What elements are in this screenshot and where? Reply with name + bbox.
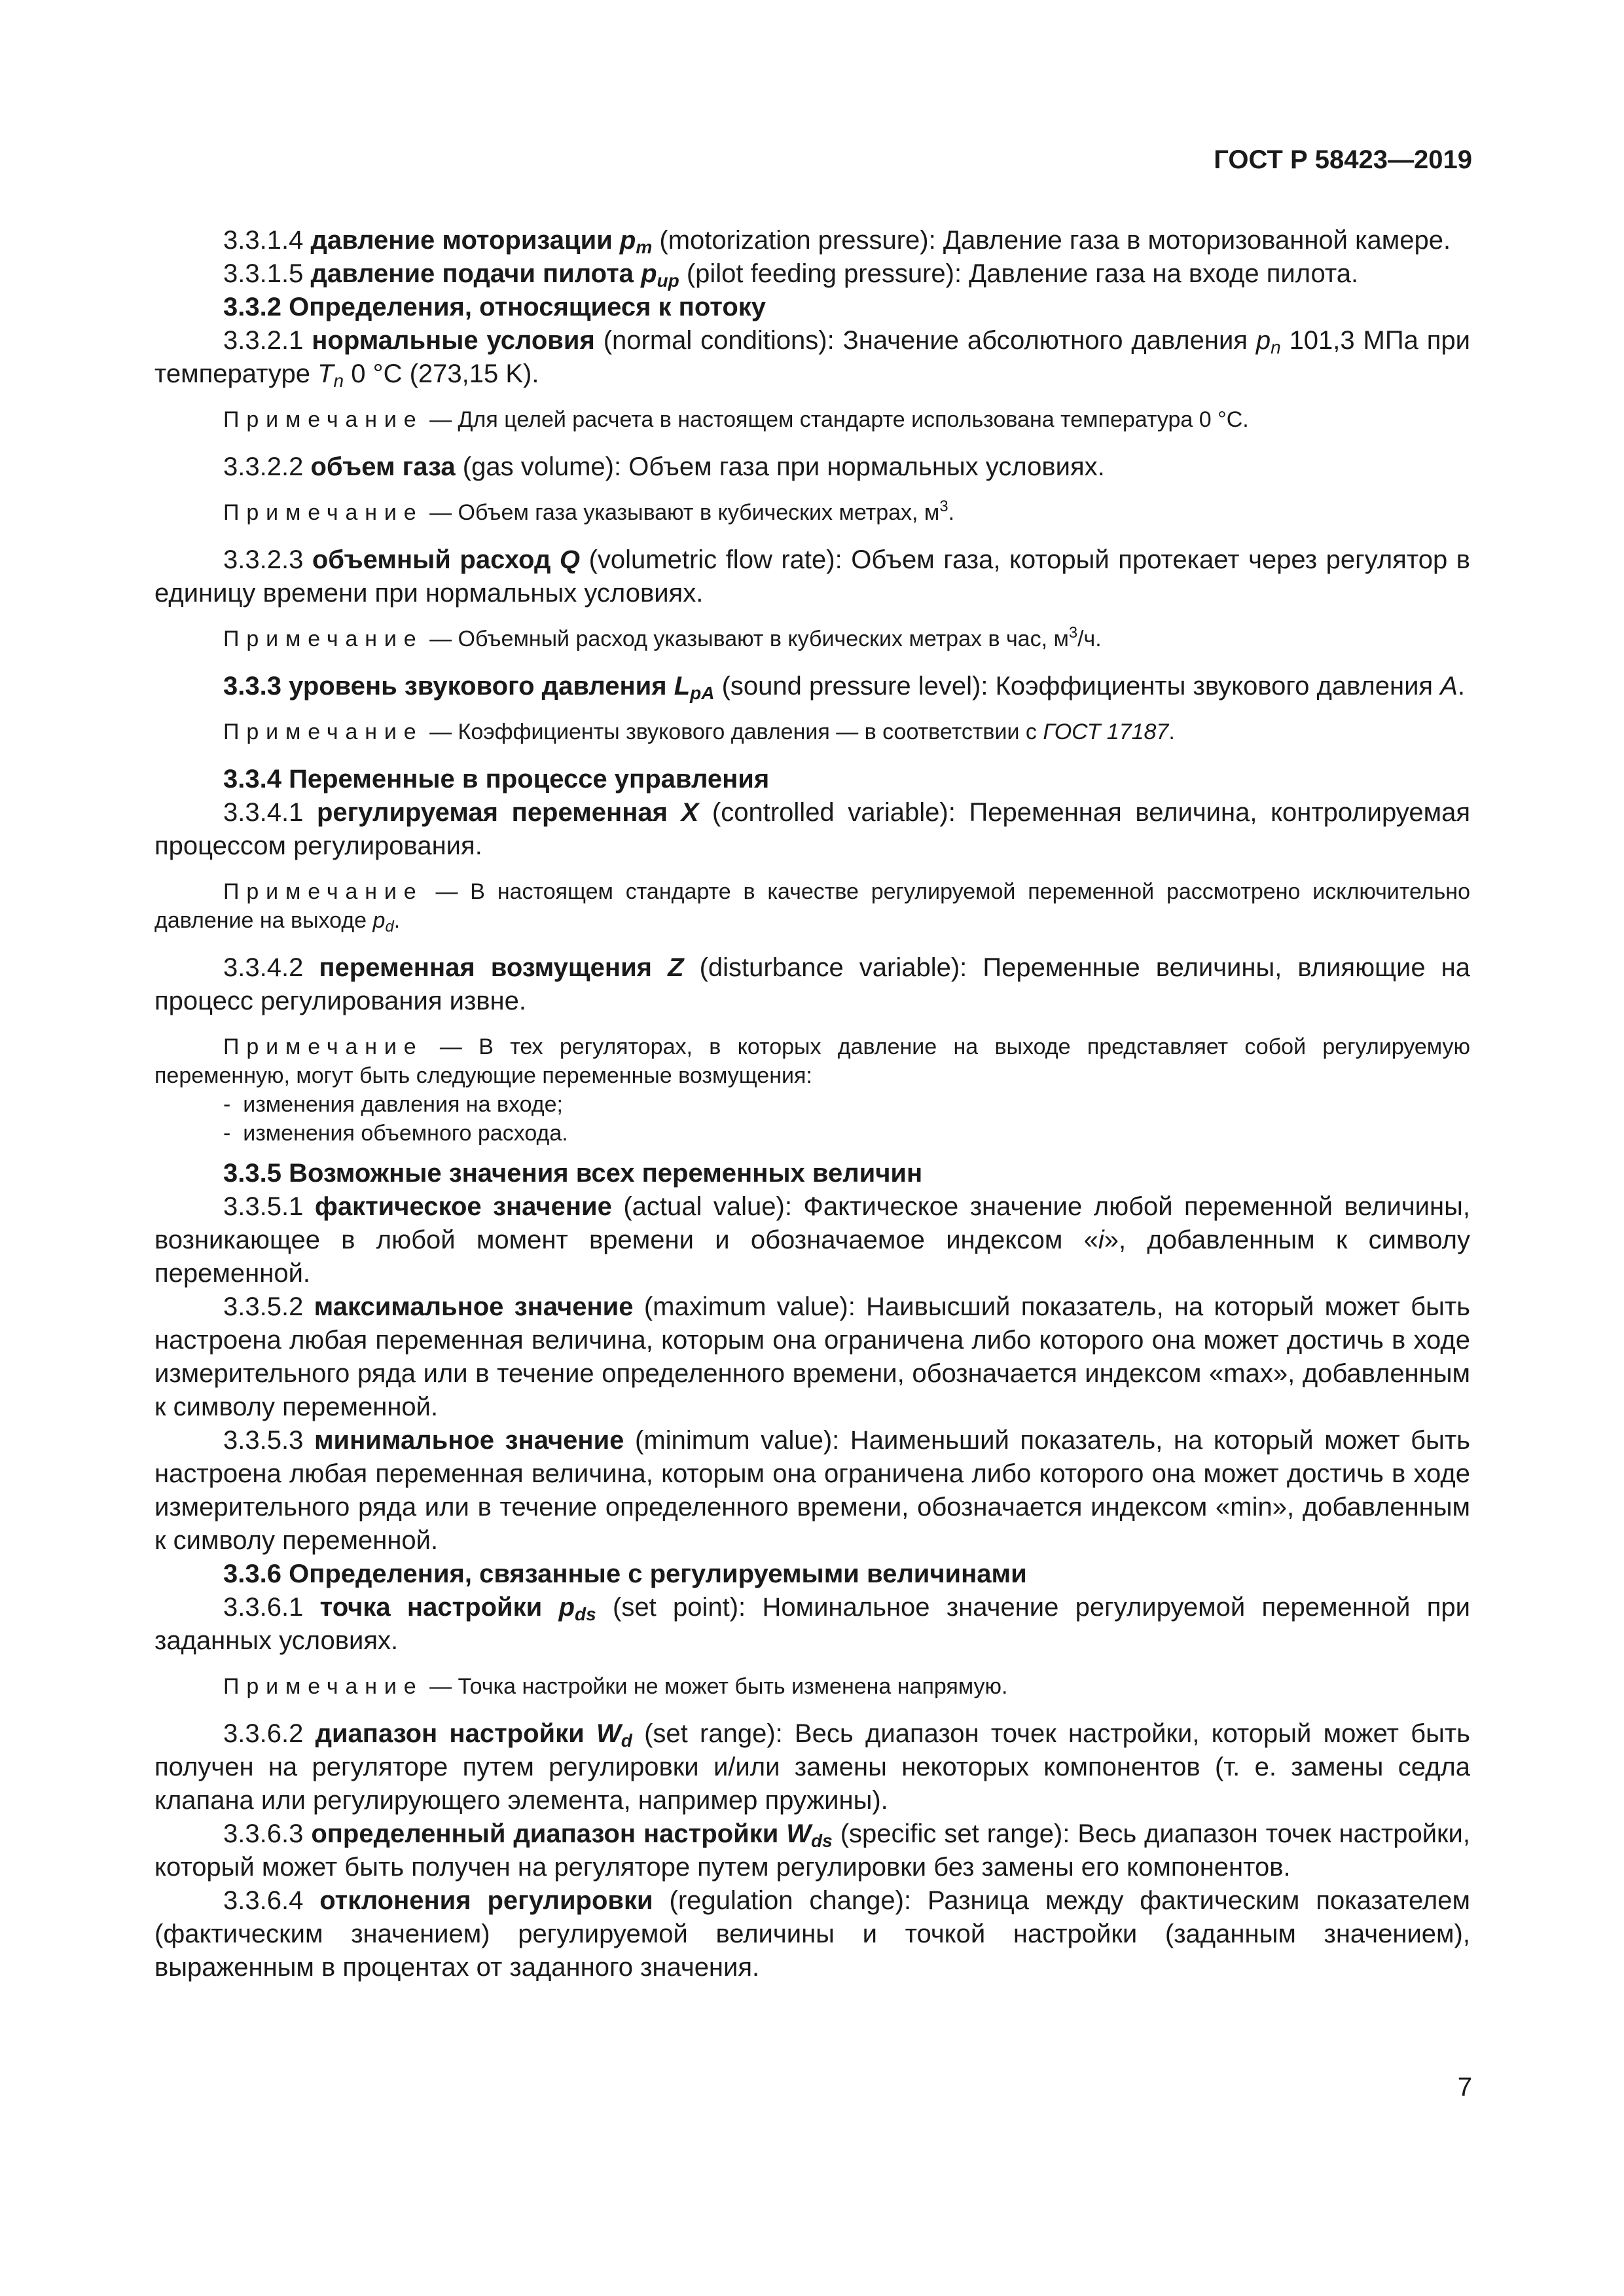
clause-number: 3.3.3: [223, 672, 281, 701]
term: переменная возмущения: [319, 953, 653, 982]
definition-part: 101,3 МПа при температуре: [154, 326, 1470, 388]
definition-part: », добавленным к символу переменной.: [154, 1226, 1470, 1288]
symbol: Q: [559, 545, 581, 574]
document-body: [154, 224, 1470, 1984]
paragraph-3-3-1-4: [154, 224, 1470, 257]
paragraph-3-3-2-1: [154, 324, 1470, 391]
definition: (set range): Весь диапазон точек настройки, который может быть получен на регуляторе путем регулировки и/или замены некоторых компонентов (т. е. замены седла клапана или регулирующего элемента, например пружины).: [154, 1719, 1470, 1815]
note-label: Примечание: [223, 627, 424, 651]
note-label: Примечание: [223, 500, 424, 525]
note-5: [154, 877, 1470, 935]
clause-number: 3.3.1.4: [223, 226, 304, 255]
paragraph-3-3-6-3: [154, 1817, 1470, 1884]
term: фактическое значение: [314, 1192, 612, 1221]
clause-number: 3.3.5.1: [223, 1192, 304, 1221]
paragraph-3-3-2-3: [154, 543, 1470, 610]
term: определенный диапазон настройки: [311, 1819, 779, 1848]
note-end: .: [1168, 720, 1175, 744]
section-heading-3-3-2: 3.3.2 Определения, относящиеся к потоку: [223, 293, 767, 321]
note-6: [154, 1032, 1470, 1090]
note-text: — В тех регуляторах, в которых давление на выходе представляет собой регулируемую переменную, могут быть следующие переменные возмущения:: [154, 1034, 1470, 1088]
note-label: Примечание: [223, 1674, 424, 1699]
paragraph-3-3-2-2: [154, 450, 1470, 484]
symbol: $p_m$: [619, 226, 653, 257]
term: давление подачи пилота: [310, 259, 634, 288]
note-text: — Коэффициенты звукового давления — в соответствии с: [429, 720, 1037, 744]
symbol: $T_n$: [317, 359, 344, 391]
paragraph-3-3-6-1: [154, 1591, 1470, 1658]
paragraph-3-3-3: [154, 670, 1470, 703]
paragraph-3-3-5-3: [154, 1424, 1470, 1558]
definition-end: .: [1457, 672, 1466, 701]
definition: (minimum value): Наименьший показатель, на который может быть настроена любая переменная величина, которым она ограничена либо которого она может достичь в ходе измерительного ряда или в течение определенного времени, обозначается индексом «min», добавленным к символу переменной.: [154, 1426, 1471, 1555]
note-text: — Точка настройки не может быть изменена напрямую.: [429, 1674, 1008, 1699]
symbol: $L_{pA}$: [674, 672, 715, 703]
paragraph-3-3-6-2: [154, 1717, 1470, 1817]
clause-number: 3.3.5.3: [223, 1426, 304, 1455]
section-heading-3-3-6: 3.3.6 Определения, связанные с регулируемыми величинами: [223, 1559, 1027, 1588]
spacer: [154, 1148, 1470, 1157]
definition: (specific set range): Весь диапазон точек настройки, который может быть получен на регуляторе путем регулировки без замены его компонентов.: [154, 1819, 1470, 1882]
clause-number: 3.3.6.3: [223, 1819, 304, 1848]
note-1: [154, 405, 1470, 434]
note-3: [154, 625, 1470, 653]
term: объемный расход: [312, 545, 551, 574]
term: диапазон настройки: [315, 1719, 585, 1748]
symbol: $p_{up}$: [641, 259, 679, 291]
clause-number: 3.3.4.2: [223, 953, 304, 982]
definition: (maximum value): Наивысший показатель, на который может быть настроена любая переменная величина, которым она ограничена либо которого она может достичь в ходе измерительного ряда или в течение определенного времени, обозначается индексом «max», добавленным к символу переменной.: [154, 1292, 1471, 1421]
section-heading-3-3-4: 3.3.4 Переменные в процессе управления: [223, 765, 770, 793]
term: давление моторизации: [310, 226, 613, 255]
clause-number: 3.3.1.5: [223, 259, 304, 288]
clause-number: 3.3.6.2: [223, 1719, 304, 1748]
clause-number: 3.3.2.3: [223, 545, 304, 574]
note-2: [154, 498, 1470, 527]
paragraph-3-3-4-1: [154, 796, 1470, 863]
clause-number: 3.3.6.4: [223, 1886, 304, 1915]
page-number: 7: [1457, 2073, 1472, 2102]
term: уровень звукового давления: [289, 672, 667, 701]
paragraph-3-3-4-2: [154, 951, 1470, 1018]
definition: (motorization pressure): Давление газа в моторизованной камере.: [659, 226, 1451, 255]
symbol: $p_{ds}$: [558, 1593, 596, 1624]
symbol: $p_n$: [1255, 326, 1281, 357]
definition: (disturbance variable): Переменные величины, влияющие на процесс регулирования извне.: [154, 953, 1470, 1015]
note-text: — Для целей расчета в настоящем стандарте использована температура 0 °С.: [429, 407, 1249, 432]
note-text: — В настоящем стандарте в качестве регулируемой переменной рассмотрено исключительно давление на выходе: [154, 879, 1470, 933]
list-item: - изменения давления на входе;: [154, 1090, 1470, 1119]
definition-part: (normal conditions): Значение абсолютного давления: [603, 326, 1248, 355]
standard-header: ГОСТ Р 58423—2019: [1214, 145, 1472, 174]
paragraph-3-3-5-2: [154, 1290, 1470, 1424]
note-7: [154, 1672, 1470, 1701]
note-text: — Объем газа указывают в кубических метрах, м: [429, 500, 940, 525]
term: точка настройки: [319, 1593, 543, 1622]
note-4: [154, 718, 1470, 746]
term: объем газа: [310, 452, 456, 481]
definition: (regulation change): Разница между фактическим показателем (фактическим значением) регулируемой величины и точкой настройки (заданным значением), выраженным в процентах от заданного значения.: [154, 1886, 1470, 1982]
clause-number: 3.3.2.2: [223, 452, 304, 481]
symbol: X: [681, 798, 699, 827]
definition: (gas volume): Объем газа при нормальных условиях.: [462, 452, 1105, 481]
paragraph-3-3-5-1: [154, 1190, 1470, 1290]
term: регулируемая переменная: [316, 798, 668, 827]
superscript: 3: [939, 497, 948, 515]
note-label: Примечание: [223, 407, 424, 432]
definition: (volumetric flow rate): Объем газа, который протекает через регулятор в единицу времени при нормальных условиях.: [154, 545, 1470, 608]
note-label: Примечание: [223, 1034, 424, 1059]
index-symbol: i: [1098, 1226, 1104, 1254]
definition-part: 0 °С (273,15 K).: [351, 359, 539, 388]
symbol: $W_d$: [596, 1719, 632, 1751]
definition: (sound pressure level): Коэффициенты звукового давления: [721, 672, 1434, 701]
paragraph-3-3-1-5: [154, 257, 1470, 291]
clause-number: 3.3.6.1: [223, 1593, 304, 1622]
term: отклонения регулировки: [319, 1886, 653, 1915]
symbol: Z: [668, 953, 684, 982]
term: минимальное значение: [314, 1426, 624, 1455]
note-label: Примечание: [223, 720, 424, 744]
definition-part: (actual value): Фактическое значение любой переменной величины, возникающее в любой момент времени и обозначаемое индексом «: [154, 1192, 1470, 1254]
clause-number: 3.3.2.1: [223, 326, 304, 355]
definition: (pilot feeding pressure): Давление газа на входе пилота.: [686, 259, 1359, 288]
note-end: /ч.: [1077, 627, 1102, 651]
note-label: Примечание: [223, 879, 424, 904]
symbol: A: [1440, 672, 1458, 701]
definition: (set point): Номинальное значение регулируемой переменной при заданных условиях.: [154, 1593, 1471, 1655]
symbol: $W_{ds}$: [786, 1819, 833, 1851]
definition: (controlled variable): Переменная величина, контролируемая процессом регулирования.: [154, 798, 1470, 860]
paragraph-3-3-6-4: [154, 1884, 1470, 1984]
note-text: — Объемный расход указывают в кубических метрах в час, м: [429, 627, 1069, 651]
section-heading-3-3-5: 3.3.5 Возможные значения всех переменных величин: [223, 1159, 923, 1188]
term: максимальное значение: [314, 1292, 634, 1321]
standard-reference: ГОСТ 17187: [1043, 720, 1169, 744]
note-end: .: [393, 908, 401, 933]
clause-number: 3.3.5.2: [223, 1292, 304, 1321]
term: нормальные условия: [312, 326, 595, 355]
symbol: $p_d$: [372, 908, 394, 936]
list-item: - изменения объемного расхода.: [154, 1119, 1470, 1148]
superscript: 3: [1068, 623, 1078, 642]
clause-number: 3.3.4.1: [223, 798, 304, 827]
note-end: .: [948, 500, 955, 525]
